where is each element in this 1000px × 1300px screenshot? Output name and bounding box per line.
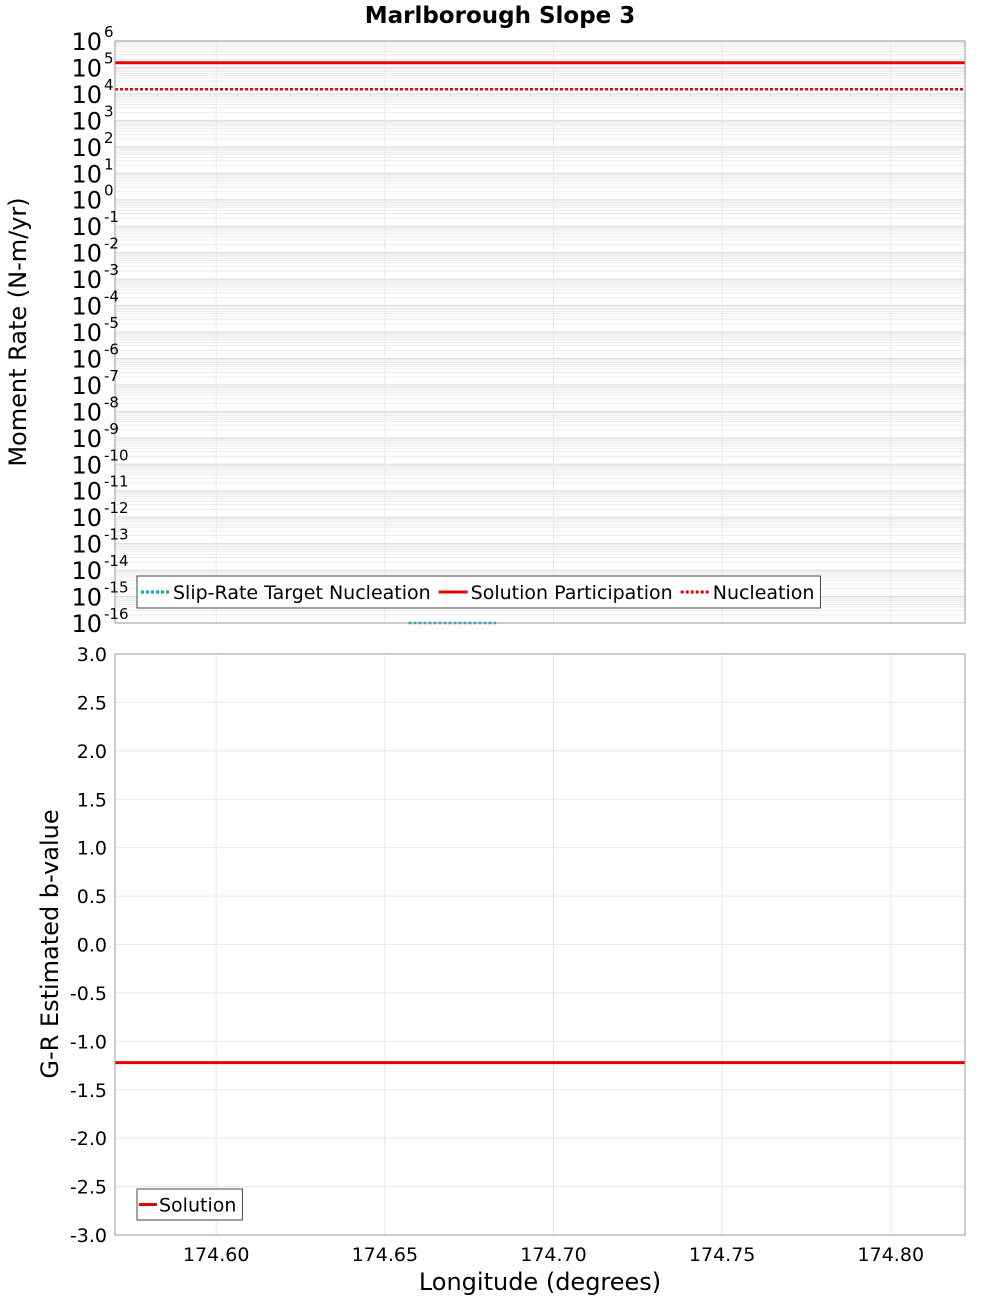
tick-exponent: 4 [104,75,114,94]
tick-exponent: -3 [104,261,119,280]
tick-base: 10 [71,504,102,533]
tick-base: 10 [71,557,102,586]
tick-exponent: -7 [104,366,119,385]
bottom-y-tick-label: 1.5 [76,789,107,812]
bottom-y-tick-label: -2.0 [69,1128,107,1151]
tick-exponent: -5 [104,314,119,332]
tick-base: 10 [71,371,102,400]
top-legend [137,576,820,608]
tick-exponent: -12 [104,499,129,518]
x-tick-label: 174.75 [688,1244,756,1266]
tick-exponent: -13 [104,525,129,544]
tick-exponent: -4 [104,287,119,306]
bottom-y-axis-label: G-R Estimated b-value [36,809,64,1079]
bottom-legend [137,1189,242,1220]
tick-exponent: -1 [104,208,119,227]
bottom-y-tick-label: 1.0 [76,837,107,860]
x-tick-label: 174.80 [857,1244,925,1266]
bottom-y-tick-label: -1.5 [69,1079,107,1102]
tick-exponent: 1 [104,155,114,174]
tick-base: 10 [71,477,102,506]
tick-base: 10 [71,530,102,559]
x-tick-label: 174.65 [351,1244,419,1266]
tick-exponent: -11 [104,472,129,491]
x-ticks [183,1244,924,1266]
x-tick-label: 174.60 [182,1244,250,1266]
bottom-y-tick-label: -2.5 [69,1176,107,1199]
bottom-y-tick-label: 0.0 [76,934,107,957]
bottom-y-tick-label: 2.5 [76,692,107,715]
tick-exponent: 3 [104,102,114,121]
tick-base: 10 [71,610,102,638]
bottom-y-ticks [70,644,107,1247]
tick-base: 10 [71,239,102,268]
tick-exponent: -14 [104,552,129,571]
bottom-y-tick-label: -3.0 [69,1225,107,1247]
tick-base: 10 [71,186,102,215]
tick-exponent: -8 [104,393,119,412]
tick-exponent: 6 [104,23,114,41]
top-legend-label-2: Nucleation [712,582,815,604]
bottom-y-tick-label: 2.0 [76,740,107,763]
tick-exponent: -2 [104,234,119,253]
top-y-tick-label [71,605,128,638]
tick-base: 10 [71,107,102,136]
bottom-y-tick-label: -0.5 [69,982,107,1005]
tick-base: 10 [71,424,102,453]
tick-exponent: -16 [104,605,129,623]
tick-base: 10 [71,160,102,189]
tick-exponent: 2 [104,128,114,147]
tick-exponent: 0 [104,181,114,200]
tick-base: 10 [71,266,102,295]
tick-base: 10 [71,398,102,427]
top-grid [115,41,965,623]
bottom-y-tick-label: -1.0 [69,1031,107,1054]
tick-base: 10 [71,292,102,321]
tick-base: 10 [71,80,102,109]
tick-exponent: -10 [104,446,129,465]
tick-exponent: -9 [104,419,119,438]
tick-exponent: 5 [104,49,114,68]
top-y-axis-label: Moment Rate (N-m/yr) [4,197,32,467]
moment-rate-panel [4,23,965,638]
top-legend-label-0: Slip-Rate Target Nucleation [173,582,431,604]
tick-exponent: -15 [104,578,129,597]
b-value-panel [36,644,965,1296]
tick-base: 10 [71,319,102,347]
bottom-y-tick-label: 3.0 [76,644,107,666]
x-tick-label: 174.70 [520,1244,587,1266]
x-axis-label: Longitude (degrees) [418,1268,662,1296]
tick-base: 10 [71,345,102,374]
tick-base: 10 [71,28,102,56]
tick-base: 10 [71,213,102,242]
bottom-y-tick-label: 0.5 [76,886,107,909]
tick-base: 10 [71,583,102,612]
bottom-legend-label-0: Solution [159,1194,237,1217]
top-legend-label-1: Solution Participation [470,582,673,604]
tick-base: 10 [71,133,102,162]
tick-exponent: -6 [104,340,119,359]
chart-title: Marlborough Slope 3 [364,3,636,29]
tick-base: 10 [71,54,102,83]
tick-base: 10 [71,451,102,480]
